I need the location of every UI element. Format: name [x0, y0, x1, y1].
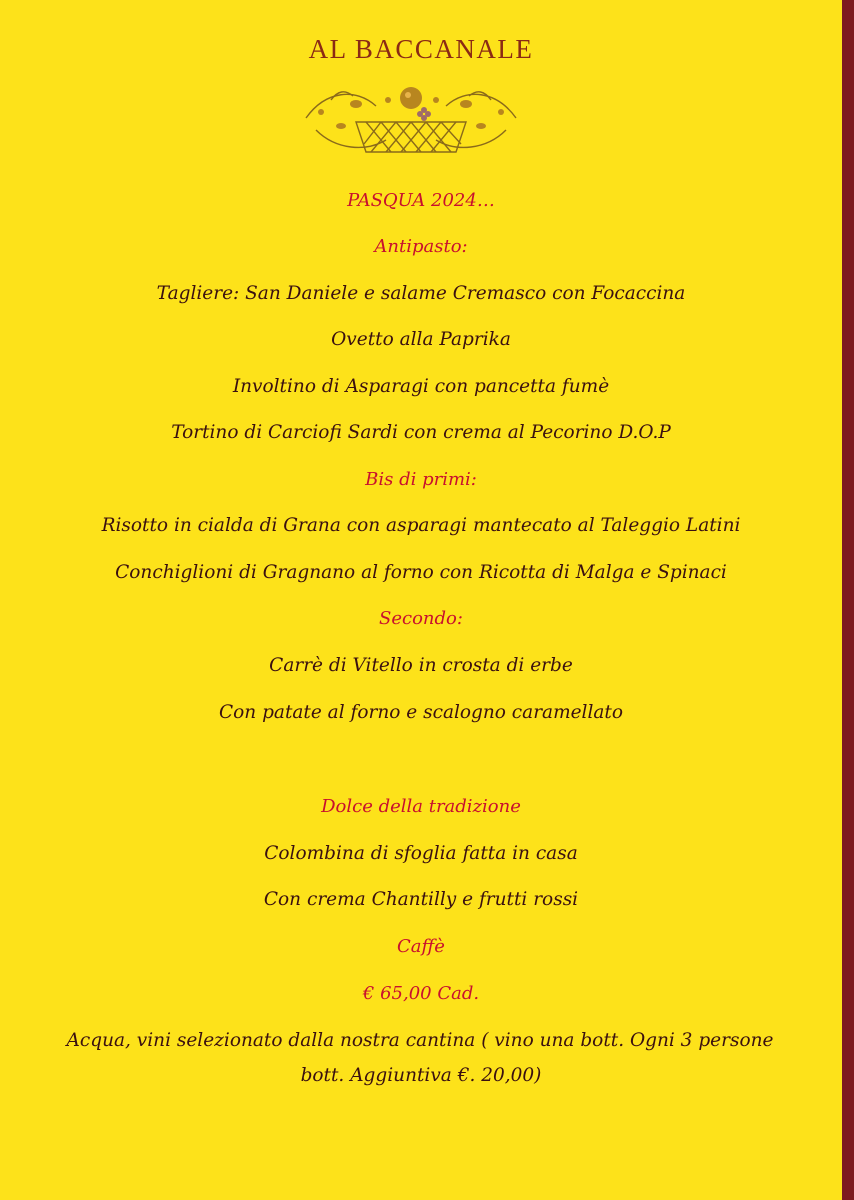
- antipasto-item: Involtino di Asparagi con pancetta fumè: [232, 376, 610, 397]
- antipasto-item: Tagliere: San Daniele e salame Cremasco con Focaccina: [156, 283, 686, 304]
- dolce-item: Con crema Chantilly e frutti rossi: [263, 889, 579, 910]
- dolce-item: Colombina di sfoglia fatta in casa: [264, 843, 578, 864]
- secondo-item: Carrè di Vitello in crosta di erbe: [269, 655, 573, 676]
- footnote-line-1: Acqua, vini selezionato dalla nostra cantina ( vino una bott. Ogni 3 persone: [66, 1030, 774, 1051]
- footnote-line-2: bott. Aggiuntiva €. 20,00): [300, 1065, 542, 1086]
- trellis-emblem-icon: [296, 70, 526, 162]
- price: € 65,00 Cad.: [362, 983, 480, 1004]
- secondo-heading: Secondo:: [379, 608, 463, 629]
- antipasto-item: Tortino di Carciofi Sardi con crema al Pecorino D.O.P: [171, 422, 671, 443]
- menu-heading: PASQUA 2024…: [347, 190, 495, 211]
- antipasto-heading: Antipasto:: [374, 236, 468, 257]
- dolce-heading: Dolce della tradizione: [321, 796, 521, 817]
- primi-item: Risotto in cialda di Grana con asparagi mantecato al Taleggio Latini: [101, 515, 741, 536]
- antipasto-item: Ovetto alla Paprika: [331, 329, 511, 350]
- restaurant-name: AL BACCANALE: [308, 34, 534, 64]
- caffe-label: Caffè: [397, 936, 445, 957]
- primi-item: Conchiglioni di Gragnano al forno con Ricotta di Malga e Spinaci: [115, 562, 727, 583]
- secondo-item: Con patate al forno e scalogno caramellato: [218, 702, 623, 723]
- primi-heading: Bis di primi:: [365, 469, 477, 490]
- page-edge: [842, 0, 854, 1200]
